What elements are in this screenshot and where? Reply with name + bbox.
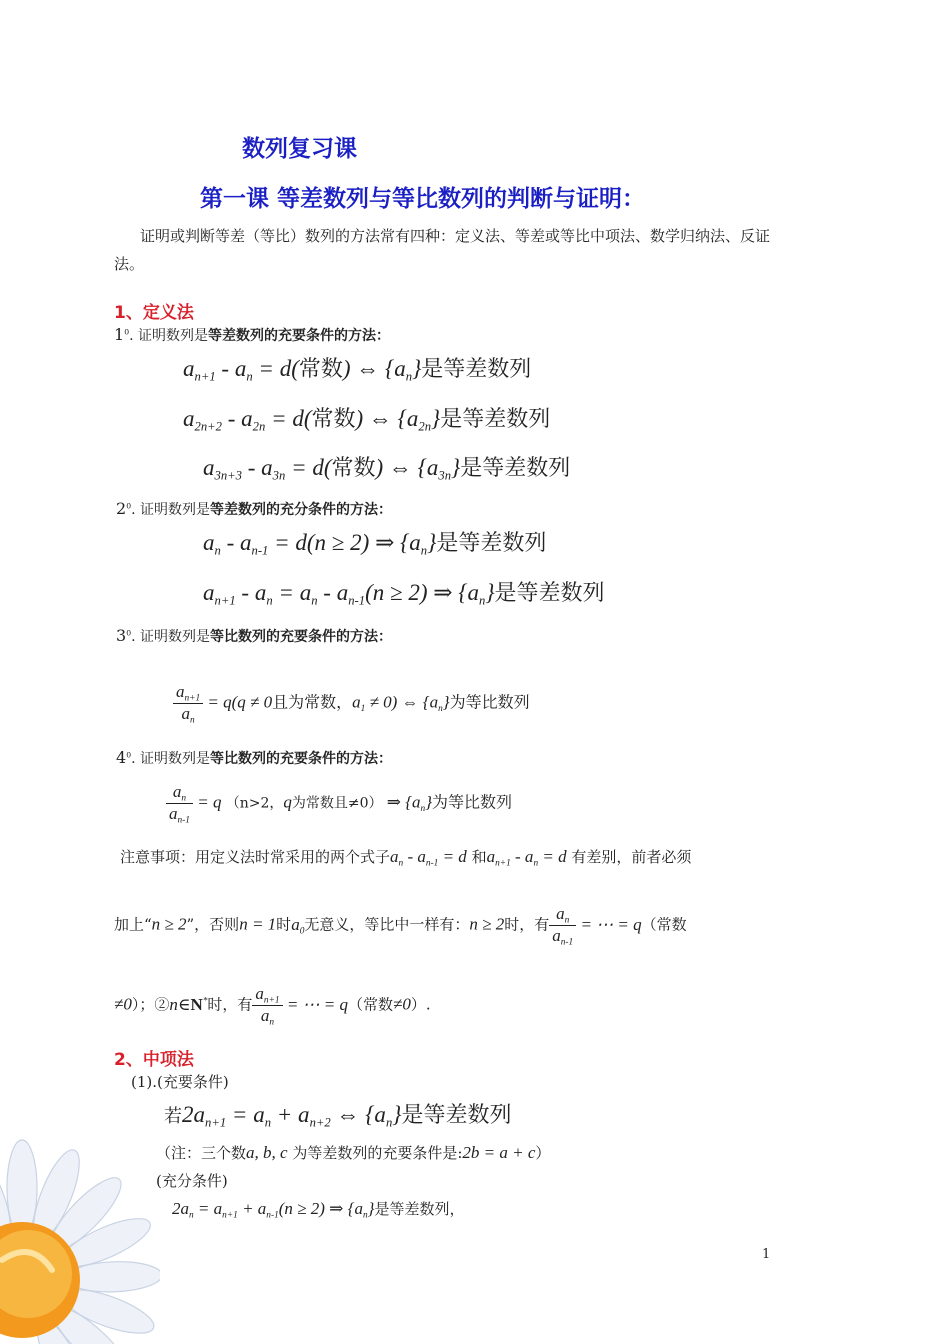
method-item-2: $2^0$. 证明数列是等差数列的充分条件的方法：: [116, 499, 392, 518]
lesson-title: 第一课 等差数列与等比数列的判断与证明：: [200, 186, 646, 212]
section-heading-middle-term: 2、中项法: [114, 1050, 194, 1070]
note-line-3: ≠0）；②n∈N*时，有 $\frac{a_{n+1}}{a_n}$ = ⋯ = q（常数≠0）.: [114, 984, 431, 1028]
condition-necessary-sufficient: (1).(充要条件): [131, 1073, 229, 1091]
condition-sufficient: (充分条件): [156, 1172, 228, 1190]
formula-3: $\frac{a_{n+1}}{a_n}$ = q(q ≠ 0且为常数，$a_1 \ne 0$) ⇔ $\{a_n\}$为等比数列: [173, 682, 530, 726]
formula-1c: $a_{3n+3} - a_{3n} = d$(常数) ⇔ $\{a_{3n}\}$是等差数列: [203, 455, 571, 483]
formula-2b: $a_{n+1} - a_n = a_n - a_{n-1}(n \ge 2)$ ⇒ $\{a_n\}$是等差数列: [203, 580, 605, 608]
intro-paragraph: 证明或判断等差（等比）数列的方法常有四种：定义法、等差或等比中项法、数学归纳法、反证法。: [114, 227, 771, 273]
formula-1a: $a_{n+1} - a_n = d$(常数) ⇔ $\{a_n\}$是等差数列: [183, 356, 532, 384]
formula-middle-term: 若$2a_{n+1} = a_n + a_{n+2}$ ⇔ $\{a_n\}$是等差数列: [164, 1102, 512, 1130]
formula-1b: $a_{2n+2} - a_{2n} = d$(常数) ⇔ $\{a_{2n}\}$是等差数列: [183, 406, 551, 434]
section-heading-definition: 1、定义法: [114, 303, 194, 323]
method-item-1: $1^0$. 证明数列是等差数列的充要条件的方法：: [114, 325, 390, 344]
daisy-decoration-icon: [0, 1100, 160, 1344]
formula-2a: $a_n - a_{n-1} = d(n \ge 2)$ ⇒ $\{a_n\}$是等差数列: [203, 530, 547, 558]
note-line-2: 加上“n ≥ 2”，否则n = 1时$a_0$无意义，等比中一样有：n ≥ 2时，有 $\frac{a_n}{a_{n-1}}$ = ⋯ = q（常数: [114, 904, 687, 948]
page-title: 数列复习课: [242, 136, 357, 162]
formula-4: $\frac{a_n}{a_{n-1}}$ = q （n>2，q为常数且≠0） ⇒ $\{a_n\}$为等比数列: [166, 782, 512, 826]
method-item-3: $3^0$. 证明数列是等比数列的充要条件的方法：: [116, 626, 392, 645]
method-item-4: $4^0$. 证明数列是等比数列的充要条件的方法：: [116, 748, 392, 767]
formula-sufficient: $2a_n = a_{n+1} + a_{n-1}(n \ge 2)$ ⇒ $\{a_n\}$是等差数列，: [172, 1199, 465, 1221]
note-line-1: 注意事项：用定义法时常采用的两个式子$a_n - a_{n-1} = d$ 和$a_{n+1} - a_n = d$ 有差别，前者必须: [120, 847, 692, 869]
page-number: 1: [762, 1247, 771, 1262]
middle-term-note: （注：三个数a, b, c 为等差数列的充要条件是:2b = a + c）: [156, 1143, 551, 1162]
